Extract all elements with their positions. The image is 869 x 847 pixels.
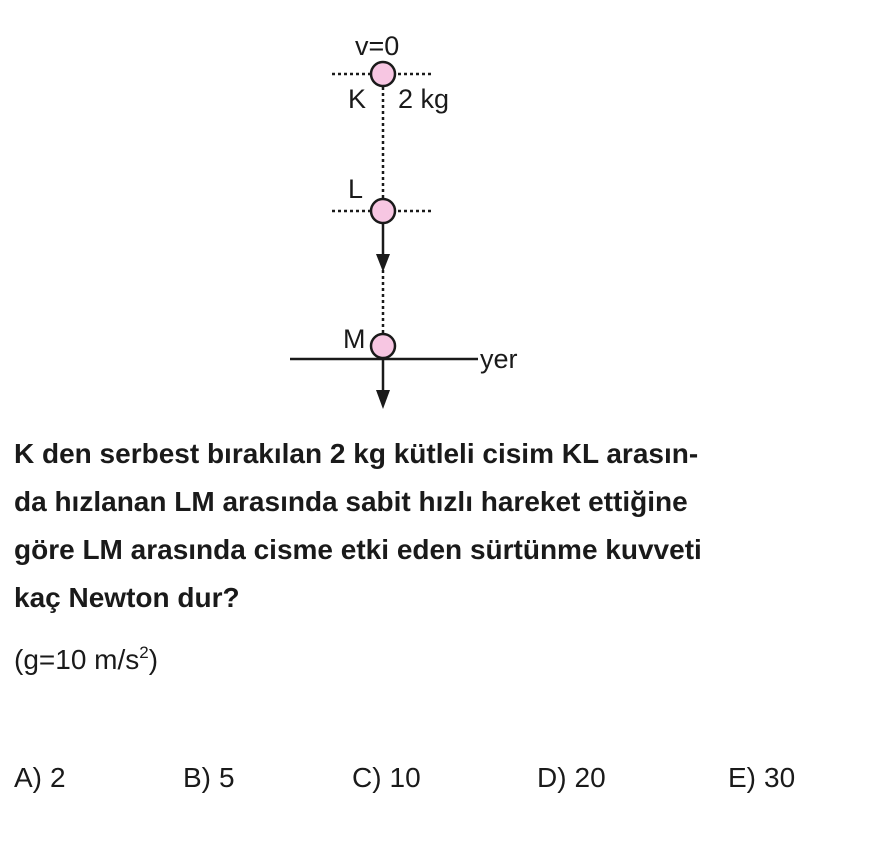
option-c[interactable] [352, 760, 421, 796]
option-value: 30 [764, 762, 796, 793]
option-letter: B) [183, 762, 211, 793]
question-text [14, 430, 854, 622]
option-letter: C) [352, 762, 382, 793]
option-e[interactable] [728, 760, 795, 796]
option-a[interactable] [14, 760, 66, 796]
velocity-label: v=0 [355, 31, 400, 61]
mass-label: 2 kg [398, 84, 450, 114]
option-value: 10 [389, 762, 421, 793]
ball-l [371, 199, 395, 223]
given-prefix: (g=10 m/s [14, 644, 140, 675]
ball-m [371, 334, 395, 358]
question-line: K den serbest bırakılan 2 kg kütleli cisim KL arasın- [14, 438, 699, 469]
l-velocity-arrowhead [376, 254, 390, 272]
option-letter: E) [728, 762, 756, 793]
point-l-label: L [348, 174, 364, 204]
given-gravity [14, 642, 158, 678]
option-d[interactable] [537, 760, 606, 796]
option-value: 2 [50, 762, 66, 793]
option-value: 5 [219, 762, 235, 793]
ground-label: yer [480, 344, 518, 374]
question-line: göre LM arasında cisme etki eden sürtünme kuvveti [14, 534, 702, 565]
option-letter: A) [14, 762, 42, 793]
m-velocity-arrowhead [376, 390, 390, 409]
ball-k [371, 62, 395, 86]
question-line: kaç Newton dur? [14, 582, 240, 613]
point-m-label: M [343, 324, 366, 354]
given-exponent: 2 [139, 643, 149, 662]
option-b[interactable] [183, 760, 235, 796]
given-suffix: ) [148, 644, 159, 675]
option-value: 20 [574, 762, 606, 793]
question-line: da hızlanan LM arasında sabit hızlı hareket ettiğine [14, 486, 688, 517]
free-fall-diagram [0, 0, 869, 420]
point-k-label: K [348, 84, 367, 114]
option-letter: D) [537, 762, 567, 793]
